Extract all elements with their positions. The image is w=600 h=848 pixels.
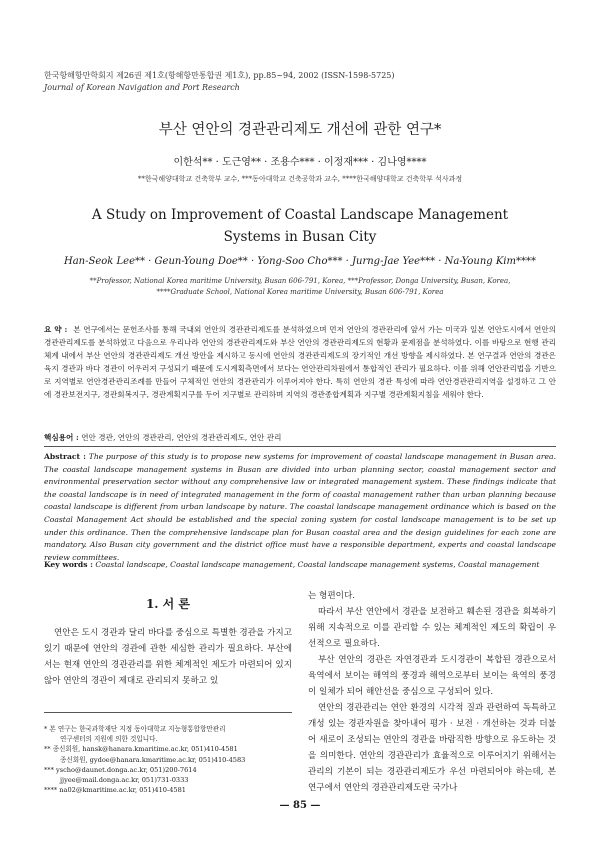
body-right-p0: 는 형편이다. [308,591,355,601]
journal-citation: 한국항해항만학회지 제26권 제1호(항해항만통합권 제1호), pp.85~94, 2002 (ISSN-1598-5725) [44,71,395,80]
body-left-column [44,625,292,689]
body-right-p1: 따라서 부산 연안에서 경관을 보전하고 훼손된 경관을 회복하기 위해 지속적으로 이를 관리할 수 있는 체계적인 제도의 확립이 우선적으로 필요하다. [308,607,556,649]
keywords-ko [44,432,556,443]
keywords-en-text: Coastal landscape, Coastal landscape management, Coastal landscape management systems, Coastal management [95,560,540,569]
footnotes [44,724,294,795]
paper-title-ko: 부산 연안의 경관관리제도 개선에 관한 연구* [158,122,442,138]
keywords-ko-label: 핵심용어 : [44,433,79,442]
affil-en-line1: **Professor, National Korea maritime University, Busan 606-791, Korea, ***Professor, Donga University, Busan, Korea, [89,277,511,285]
footnote-3b: jjyee@mail.donga.ac.kr, 051)731-0333 [60,776,189,785]
abstract-ko [44,323,556,401]
footnote-2b: 종신회원, gydoe@hanara.kmaritime.ac.kr, 051)410-4583 [60,755,246,764]
abstract-en-label: Abstract : [44,452,86,461]
affiliations-en [0,276,600,298]
body-right-column [308,588,556,796]
authors-en: Han-Seok Lee** · Geun-Young Doe** · Yong-Soo Cho*** · Jurng-Jae Yee*** · Na-Young Kim**** [64,256,536,267]
journal-header [44,70,395,94]
footnote-divider [44,712,292,713]
title-en-line2: Systems in Busan City [223,229,377,245]
abstract-en [44,451,556,564]
page-number: — 85 — [279,800,321,811]
abstract-ko-label: 요 약 : [44,325,68,334]
body-right-p3: 연안의 경관관리는 연안 환경의 시각적 질과 관련하여 독특하고 개성 있는 경관자원을 찾아내어 평가 · 보전 · 개선하는 것과 더불어 새로이 조성되는 연안의 경관을 바람직한 방향으로 유도하는 것을 의미한다. 연안의 경관관리가 효율적으로 이루어지기 위해서는 관리의 기본이 되는 경관관리제도가 우선 마련되어야 하는데, 본 연구에서 연안의 경관관리제도란 국가나 [308,703,556,793]
affil-en-line2: ****Graduate School, National Korea maritime University, Busan 606-791, Korea [156,288,444,296]
divider [44,446,556,447]
abstract-ko-text: 본 연구에서는 문헌조사를 통해 국내외 연안의 경관관리제도를 분석하였으며 먼저 연안의 경관관리에 앞서 가는 미국과 일본 연안도시에서 연안의 경관관리제도를 분석하였고 다음으로 우리나라 연안의 경관관리제도와 부산 연안의 경관관리제도의 현황과 문제점을 분석하였다. 이를 바탕으로 현행 관리체계 내에서 부산 연안의 경관관리제도 개선 방안을 제시하고 동시에 연안의 경관관리제도의 장기적인 개선 방향을 제시하였다. 본 연구결과 연안의 경관은 육지 경관과 바다 경관이 어우러져 구성되기 때문에 도시계획측면에서 보다는 연안관리차원에서 통합적인 관리가 필요하다. 이를 위해 연안관리법을 기반으로 지역별로 연안경관관리조례를 만들어 구체적인 연안의 경관관리가 이루어져야 한다. 특히 연안의 경관 특성에 따라 연안경관관리지역을 설정하고 그 안에 경관보전지구, 경관회복지구, 경관계획지구를 두어 지구별로 관리하며 지역의 경관종합계획과 지구별 경관계획지침을 세워야 한다. [44,325,557,399]
paper-title-en [0,204,600,248]
footnote-3a: *** yscho@daunet.donga.ac.kr, 051)200-7614 [44,765,197,774]
keywords-ko-text: 연안 경관, 연안의 경관관리, 연안의 경관관리제도, 연안 관리 [81,433,282,442]
footnote-2a: ** 종신회원, hansk@hanara.kmaritime.ac.kr, 051)410-4581 [44,745,238,754]
footnote-1b: 연구센터의 지원에 의한 것입니다. [60,735,158,744]
affiliations-ko: **한국해양대학교 건축학부 교수, ***동아대학교 건축공학과 교수, ****한국해양대학교 건축학부 석사과정 [137,175,463,183]
footnote-4: **** na02@kmaritime.ac.kr, 051)410-4581 [44,786,186,795]
authors-ko: 이한석** · 도근영** · 조용수*** · 이정재*** · 김나영**** [173,157,427,168]
footnote-1a: * 본 연구는 한국과학재단 지정 동아대학교 지능형통합항만관리 [44,725,226,733]
body-right-p2: 부산 연안의 경관은 자연경관과 도시경관이 복합된 경관으로서 육역에서 보이는 해역의 풍경과 해역으로부터 보이는 육역의 풍경이 일체가 되어 해안선을 중심으로 구성되어 있다. [308,655,556,697]
body-left-text: 연안은 도시 경관과 달리 바다를 중심으로 특별한 경관을 가지고 있기 때문에 연안의 경관에 관한 세심한 관리가 필요하다. 부산에서는 현재 연안의 경관관리를 위한 체계적인 제도가 마련되어 있지 않아 연안의 경관이 제대로 관리되지 못하고 있 [44,628,292,686]
journal-name-en: Journal of Korean Navigation and Port Research [44,83,240,92]
abstract-en-text: The purpose of this study is to propose new systems for improvement of coastal landscape management in Busan area. The coastal landscape management systems in Busan are divided into urban planning sector, coastal management sector and environmental preservation sector without any comprehensive law or integrated management system. These findings indicate that the coastal landscape is in need of integrated management in the form of coastal management rather than urban planning because coastal landscape is different from urban landscape by nature. The coastal landscape management ordinance which is based on the Coastal Management Act should be established and the special zoning system for costal landscape management is to be set up under this ordinance. Then the comprehensive landscape plan for Busan coastal area and the design guidelines for each zone are mandatory. Also Busan city government and the district office must have a responsible department, experts and coastal landscape review committees. [44,452,556,562]
title-en-line1: A Study on Improvement of Coastal Landscape Management [91,207,509,223]
keywords-en-label: Key words : [44,560,93,569]
section-heading: 1. 서 론 [145,597,191,611]
keywords-en [44,560,556,569]
